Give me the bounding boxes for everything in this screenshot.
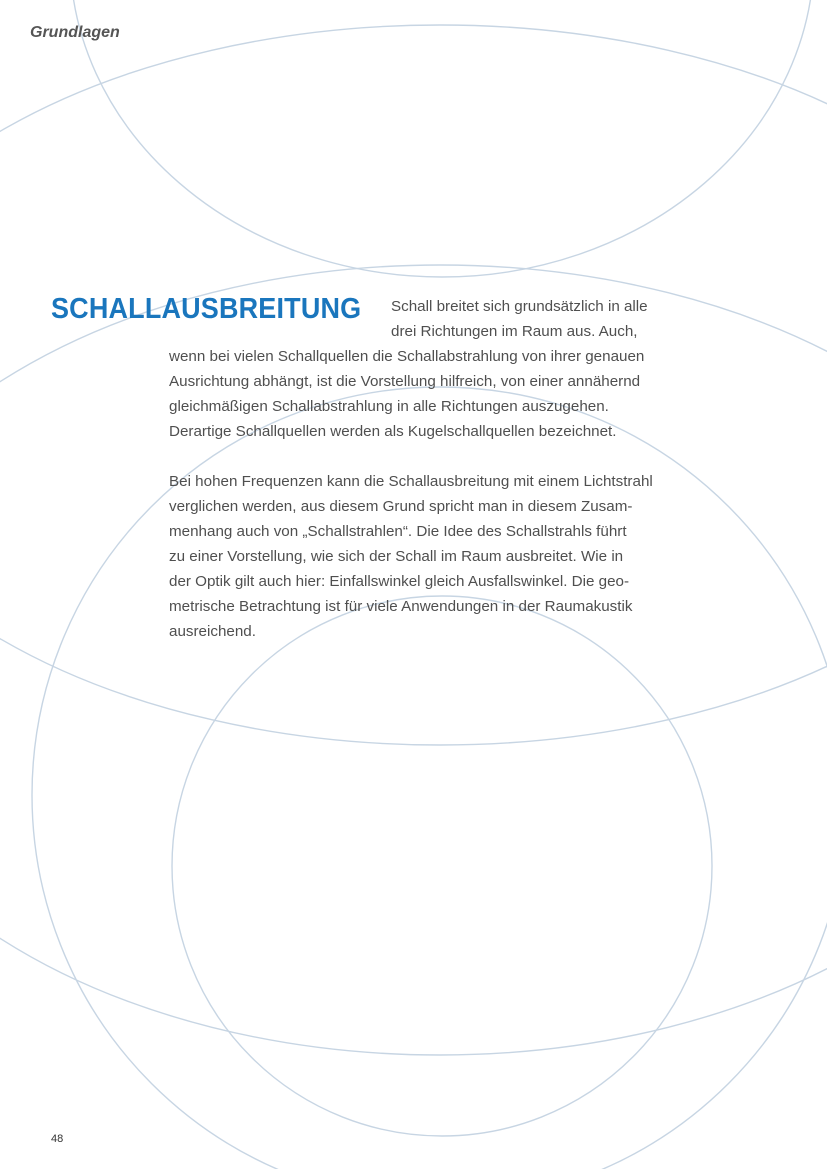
section-header: Grundlagen bbox=[30, 24, 120, 41]
paragraph-gap bbox=[169, 444, 719, 469]
text-line: wenn bei vielen Schallquellen die Schallabstrahlung von ihrer genauen bbox=[169, 348, 645, 365]
page-title: SCHALLAUSBREITUNG bbox=[51, 293, 362, 325]
page-number: 48 bbox=[51, 1133, 64, 1145]
text-line: verglichen werden, aus diesem Grund spricht man in diesem Zusam- bbox=[169, 498, 633, 515]
text-line: gleichmäßigen Schallabstrahlung in alle Richtungen auszugehen. bbox=[169, 398, 609, 415]
text-line: Derartige Schallquellen werden als Kugelschallquellen bezeichnet. bbox=[169, 423, 617, 440]
text-line: zu einer Vorstellung, wie sich der Schall im Raum ausbreitet. Wie in bbox=[169, 548, 624, 565]
text-line: metrische Betrachtung ist für viele Anwendungen in der Raumakustik bbox=[169, 598, 633, 615]
body-text bbox=[169, 294, 719, 644]
text-line: drei Richtungen im Raum aus. Auch, bbox=[391, 323, 638, 340]
text-line: ausreichend. bbox=[169, 623, 256, 640]
circle-top-large bbox=[70, 0, 814, 277]
text-line: Bei hohen Frequenzen kann die Schallausbreitung mit einem Lichtstrahl bbox=[169, 473, 653, 490]
text-line: Ausrichtung abhängt, ist die Vorstellung hilfreich, von einer annähernd bbox=[169, 373, 641, 390]
text-line: menhang auch von „Schallstrahlen“. Die Idee des Schallstrahls führt bbox=[169, 523, 627, 540]
text-line: Schall breitet sich grundsätzlich in alle bbox=[391, 298, 648, 315]
text-line: der Optik gilt auch hier: Einfallswinkel gleich Ausfallswinkel. Die geo- bbox=[169, 573, 630, 590]
